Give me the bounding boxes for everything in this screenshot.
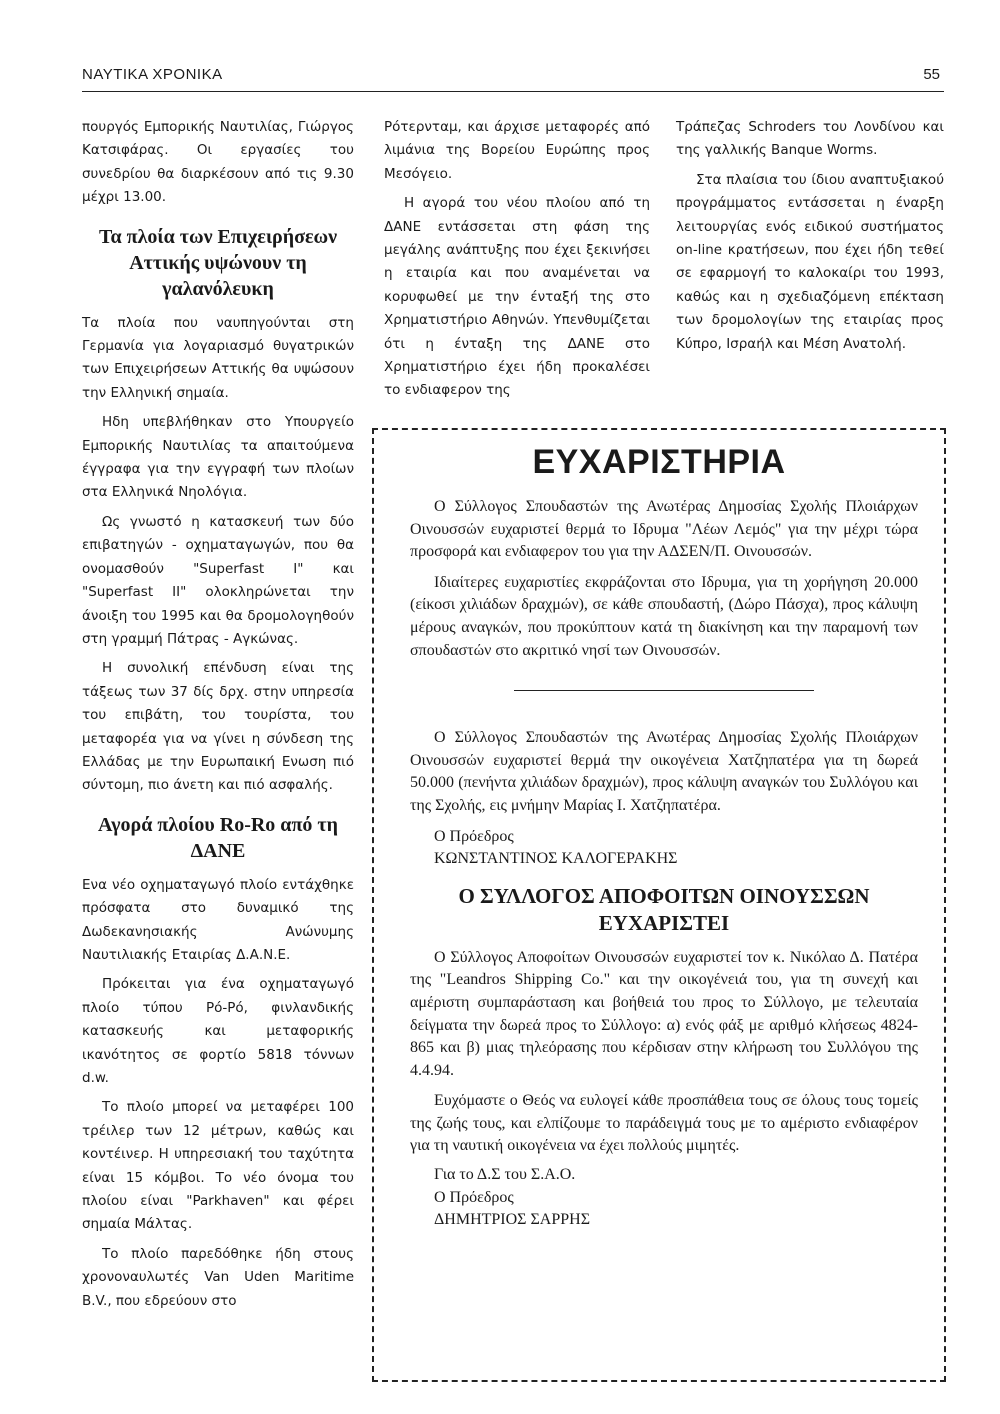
paragraph: Ο Σύλλογος Αποφοίτων Οινουσσών ευχαριστεί τον κ. Νικόλαο Δ. Πατέρα της "Leandros Shipping Co." και την οικογένειά του, για τη συνεχή και αμέριστη συμπαράσταση και βοήθειά του προς το Σύλλογο, με τελευταία δείγματα την δωρεά προς το Σύλλογο: α) ενός φάξ με αριθμό κλήσεως 4824-865 και β) μιας τηλεόρασης που κέρδισαν στην κλήρωση του Συλλόγου της 4.4.94. [410,948,918,1079]
paragraph: Στα πλαίσια του ίδιου αναπτυξιακού προγράμματος εντάσσεται η έναρξη λειτουργίας ενός ειδικού συστήματος on-line κρατήσεων, που έχει ήδη τεθεί σε εφαρμογή το καλοκαίρι του 1993, καθώς και η σχεδιαζόμενη επέκταση των δρομολογίων της εταιρίας προς Κύπρο, Ισραήλ και Μέση Ανατολή. [676,171,944,352]
signature-name: ΔΗΜΗΤΡΙΟΣ ΣΑΡΡΗΣ [434,1211,591,1229]
paragraph-intro: πουργός Εμπορικής Ναυτιλίας, Γιώργος Κατσιφάρας. Οι εργασίες του συνεδρίου θα διαρκέσουν από τις 9.30 μέχρι 13.00. [82,119,354,206]
paragraph: Ευχόμαστε ο Θεός να ευλογεί κάθε προσπάθεια τους σε όλους τους τομείς της ζωής τους, και ελπίζουμε το παράδειγμά τους με το αμέριστο ενδιαφέρον για τη ναυτική οικογένεια να έχει πολλούς μιμητές. [410,1092,918,1155]
page-number: 55 [923,66,940,83]
column-3 [676,116,944,356]
paragraph: Το πλοίο μπορεί να μεταφέρει 100 τρέιλερ των 12 μέτρων, καθώς και κοντέινερ. Η υπηρεσιακή του ταχύτητα είναι 15 κόμβοι. Το νέο όνομα του πλοίου είναι "Parkhaven" και φέρει σημαία Μάλτας. [82,1099,354,1233]
signature-role: Ο Πρόεδρος [434,1188,514,1206]
paragraph: Ενα νέο οχηματαγωγό πλοίο εντάχθηκε πρόσφατα στο δυναμικό της Δωδεκανησιακής Ανώνυμης Ναυτιλιακής Εταιρίας Δ.Α.Ν.Ε. [82,876,354,963]
thanks-title: ΕΥΧΑΡΙΣΤΗΡΙΑ [532,443,786,481]
column-1 [82,116,354,1313]
paragraph: Ρότερνταμ, και άρχισε μεταφορές από λιμάνια της Βορείου Ευρώπης προς Μεσόγειο. [384,119,650,182]
paragraph: Ηδη υπεβλήθηκαν στο Υπουργείο Εμπορικής Ναυτιλίας τα απαιτούμενα έγγραφα για την εγγραφή των πλοίων στα Ελληνικά Νηολόγια. [82,414,354,501]
running-header-title: ΝΑΥΤΙΚΑ ΧΡΟΝΙΚΑ [82,66,223,83]
header-rule [82,91,944,92]
divider-rule [514,690,814,691]
paragraph: Ως γνωστό η κατασκευή των δύο επιβατηγών - οχηματαγωγών, που θα ονομασθούν "Superfast I" και "Superfast II" ολοκληρώνεται την άνοιξη του 1995 και θα δρομολογηθούν στη γραμμή Πάτρας - Αγκώνας. [82,513,354,647]
signature-for: Για το Δ.Σ του Σ.Α.Ο. [434,1166,576,1184]
paragraph: Το πλοίο παρεδόθηκε ήδη στους χρονοναυλωτές Van Uden Maritime B.V., που εδρεύουν στο [82,1245,354,1309]
article-heading-attica: Τα πλοία των Επιχειρήσεων Αττικής υψώνουν τη γαλανόλευκη [98,225,338,300]
thanks-body [410,496,918,1232]
column-2 [384,116,650,403]
signature-role: Ο Πρόεδρος [434,827,514,845]
paragraph: Ο Σύλλογος Σπουδαστών της Ανωτέρας Δημοσίας Σχολής Πλοιάρχων Οινουσσών ευχαριστεί θερμά το Ιδρυμα "Λέων Λεμός" για την μέχρι τώρα προσφορά και ενδιαφερον του για την ΑΔΣΕΝ/Π. Οινουσσών. [410,498,918,561]
paragraph: Τράπεζας Schroders του Λονδίνου και της γαλλικής Banque Worms. [676,119,944,159]
paragraph: Τα πλοία που ναυπηγούνται στη Γερμανία για λογαριασμό θυγατρικών των Επιχειρήσεων Αττικής θα υψώσουν την Ελληνική σημαία. [82,314,354,401]
signature-name: ΚΩΝΣΤΑΝΤΙΝΟΣ ΚΑΛΟΓΕΡΑΚΗΣ [434,850,678,868]
paragraph: Η συνολική επένδυση είναι της τάξεως των 37 δίς δρχ. στην υπηρεσία του επιβάτη, του τουρίστα, του μεταφορέα για να γίνει η σύνδεση της Ελλάδας με την Ευρωπαική Ενωση πιό σύντομη, πιο άνετη και πιό ασφαλής. [82,660,354,794]
paragraph: Πρόκειται για ένα οχηματαγωγό πλοίο τύπου Ρό-Ρό, φινλανδικής κατασκευής και μεταφορικής ικανότητος σε φορτίο 5818 τόννων d.w. [82,976,354,1086]
paragraph: Ο Σύλλογος Σπουδαστών της Ανωτέρας Δημοσίας Σχολής Πλοιάρχων Οινουσσών ευχαριστεί θερμά την οικογένεια Χατζηπατέρα για τη δωρεά 50.000 (πενήντα χιλιάδων δραχμών), προς κάλυψη αναγκών του Συλλόγου και της Σχολής, εις μνήμην Μαρίας Ι. Χατζηπατέρα. [410,729,918,814]
thanks-box [372,428,946,1382]
paragraph: Η αγορά του νέου πλοίου από τη ΔΑΝΕ εντάσσεται στη φάση της μεγάλης ανάπτυξης που έχει ξεκινήσει η εταιρία και που αναμένεται να κορυφωθεί με την ένταξή της στο Χρηματιστήριο Αθηνών. Υπενθυμίζεται ότι η ένταξη της ΔΑΝΕ στο Χρηματιστήριο έχει ήδη προκαλέσει το ενδιαφερον της [384,195,650,399]
article-heading-dane: Αγορά πλοίου Ro-Ro από τη ΔΑΝΕ [97,813,338,862]
alumni-heading: Ο ΣΥΛΛΟΓΟΣ ΑΠΟΦΟΙΤΩΝ ΟΙΝΟΥΣΣΩΝ ΕΥΧΑΡΙΣΤΕΙ [458,883,870,935]
paragraph: Ιδιαίτερες ευχαριστίες εκφράζονται στο Ιδρυμα, για τη χορήγηση 20.000 (είκοσι χιλιάδων δραχμών), σε κάθε σπουδαστή, (Δώρο Πάσχα), προς κάλυψη μέρους αναγκών, που προκύπτουν κατά τη διακίνηση και την παραμονή των σπουδαστών στο ακριτικό νησί των Οινουσσών. [410,573,918,659]
